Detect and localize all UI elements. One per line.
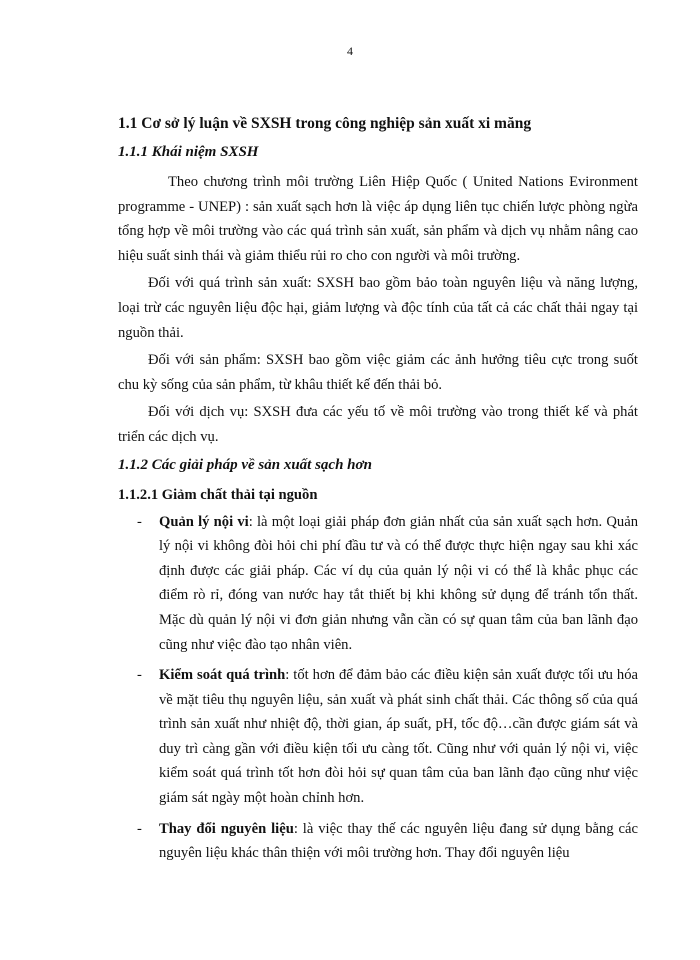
list-item-process-control [118,663,638,811]
bullet-term: Kiểm soát quá trình [159,667,286,684]
page-number: 4 [347,44,353,58]
bullet-dash: - [137,820,142,837]
section-heading-1-1: 1.1 Cơ sở lý luận về SXSH trong công nghiệp sản xuất xi măng [118,115,532,132]
bullet-dash: - [137,513,142,530]
list-item-housekeeping [118,510,638,658]
source-reduction-list [118,510,638,866]
list-item-material-change [118,817,638,866]
paragraph-production-process: Đối với quá trình sản xuất: SXSH bao gồm bảo toàn nguyên liệu và năng lượng, loại trừ các nguyên liệu độc hại, giảm lượng và độc tính của tất cả các chất thải ngay tại nguồn thải. [118,275,638,341]
bullet-text: : tốt hơn để đảm bảo các điều kiện sản xuất được tối ưu hóa về mặt tiêu thụ nguyên liệu, sản xuất và phát sinh chất thải. Các thông số của quá trình sản xuất như nhiệt độ, thời gian, áp suất, pH, tốc độ…cần được giám sát và duy trì càng gần với điều kiện tối ưu càng tốt. Cũng như với quản lý nội vi, việc kiểm soát quá trình tốt hơn đòi hỏi sự quan tâm của ban lãnh đạo cũng như việc giám sát ngày một hoàn chỉnh hơn. [159,667,639,807]
section-heading-1-1-2: 1.1.2 Các giải pháp về sản xuất sạch hơn [118,456,372,473]
paragraph-product: Đối với sản phẩm: SXSH bao gồm việc giảm các ảnh hưởng tiêu cực trong suốt chu kỳ sống của sản phẩm, từ khâu thiết kế đến thải bỏ. [118,352,638,393]
bullet-term: Quản lý nội vi [159,513,249,530]
paragraph-unep-definition: Theo chương trình môi trường Liên Hiệp Quốc ( United Nations Evironment programme - UNEP) : sản xuất sạch hơn là việc áp dụng liên tục chiến lược phòng ngừa tổng hợp về môi trường vào các quá trình sản xuất, sản phẩm và dịch vụ nhằm nâng cao hiệu suất sinh thái và giảm thiểu rủi ro cho con người và môi trường. [118,174,638,264]
bullet-dash: - [137,667,142,684]
bullet-text: : là việc thay thế các nguyên liệu đang sử dụng bằng các nguyên liệu khác thân thiện với môi trường hơn. Thay đổi nguyên liệu [159,820,638,862]
paragraph-service: Đối với dịch vụ: SXSH đưa các yếu tố về môi trường vào trong thiết kế và phát triển các dịch vụ. [118,404,638,445]
bullet-term: Thay đổi nguyên liệu [159,820,294,837]
section-heading-1-1-1: 1.1.1 Khái niệm SXSH [118,144,259,160]
bullet-text: : là một loại giải pháp đơn giản nhất của sản xuất sạch hơn. Quản lý nội vi không đòi hỏi chi phí đầu tư và có thể được thực hiện ngay sau khi xác định được các giải pháp. Các ví dụ của quản lý nội vi có thể là khắc phục các điểm rò rỉ, đóng van nước hay tắt thiết bị khi không sử dụng để tránh tổn thất. Mặc dù quản lý nội vi đơn giản nhưng vẫn cần có sự quan tâm của ban lãnh đạo cũng như việc đào tạo nhân viên. [159,513,639,653]
page-content [118,112,638,872]
section-heading-1-1-2-1: 1.1.2.1 Giảm chất thải tại nguồn [118,486,318,503]
